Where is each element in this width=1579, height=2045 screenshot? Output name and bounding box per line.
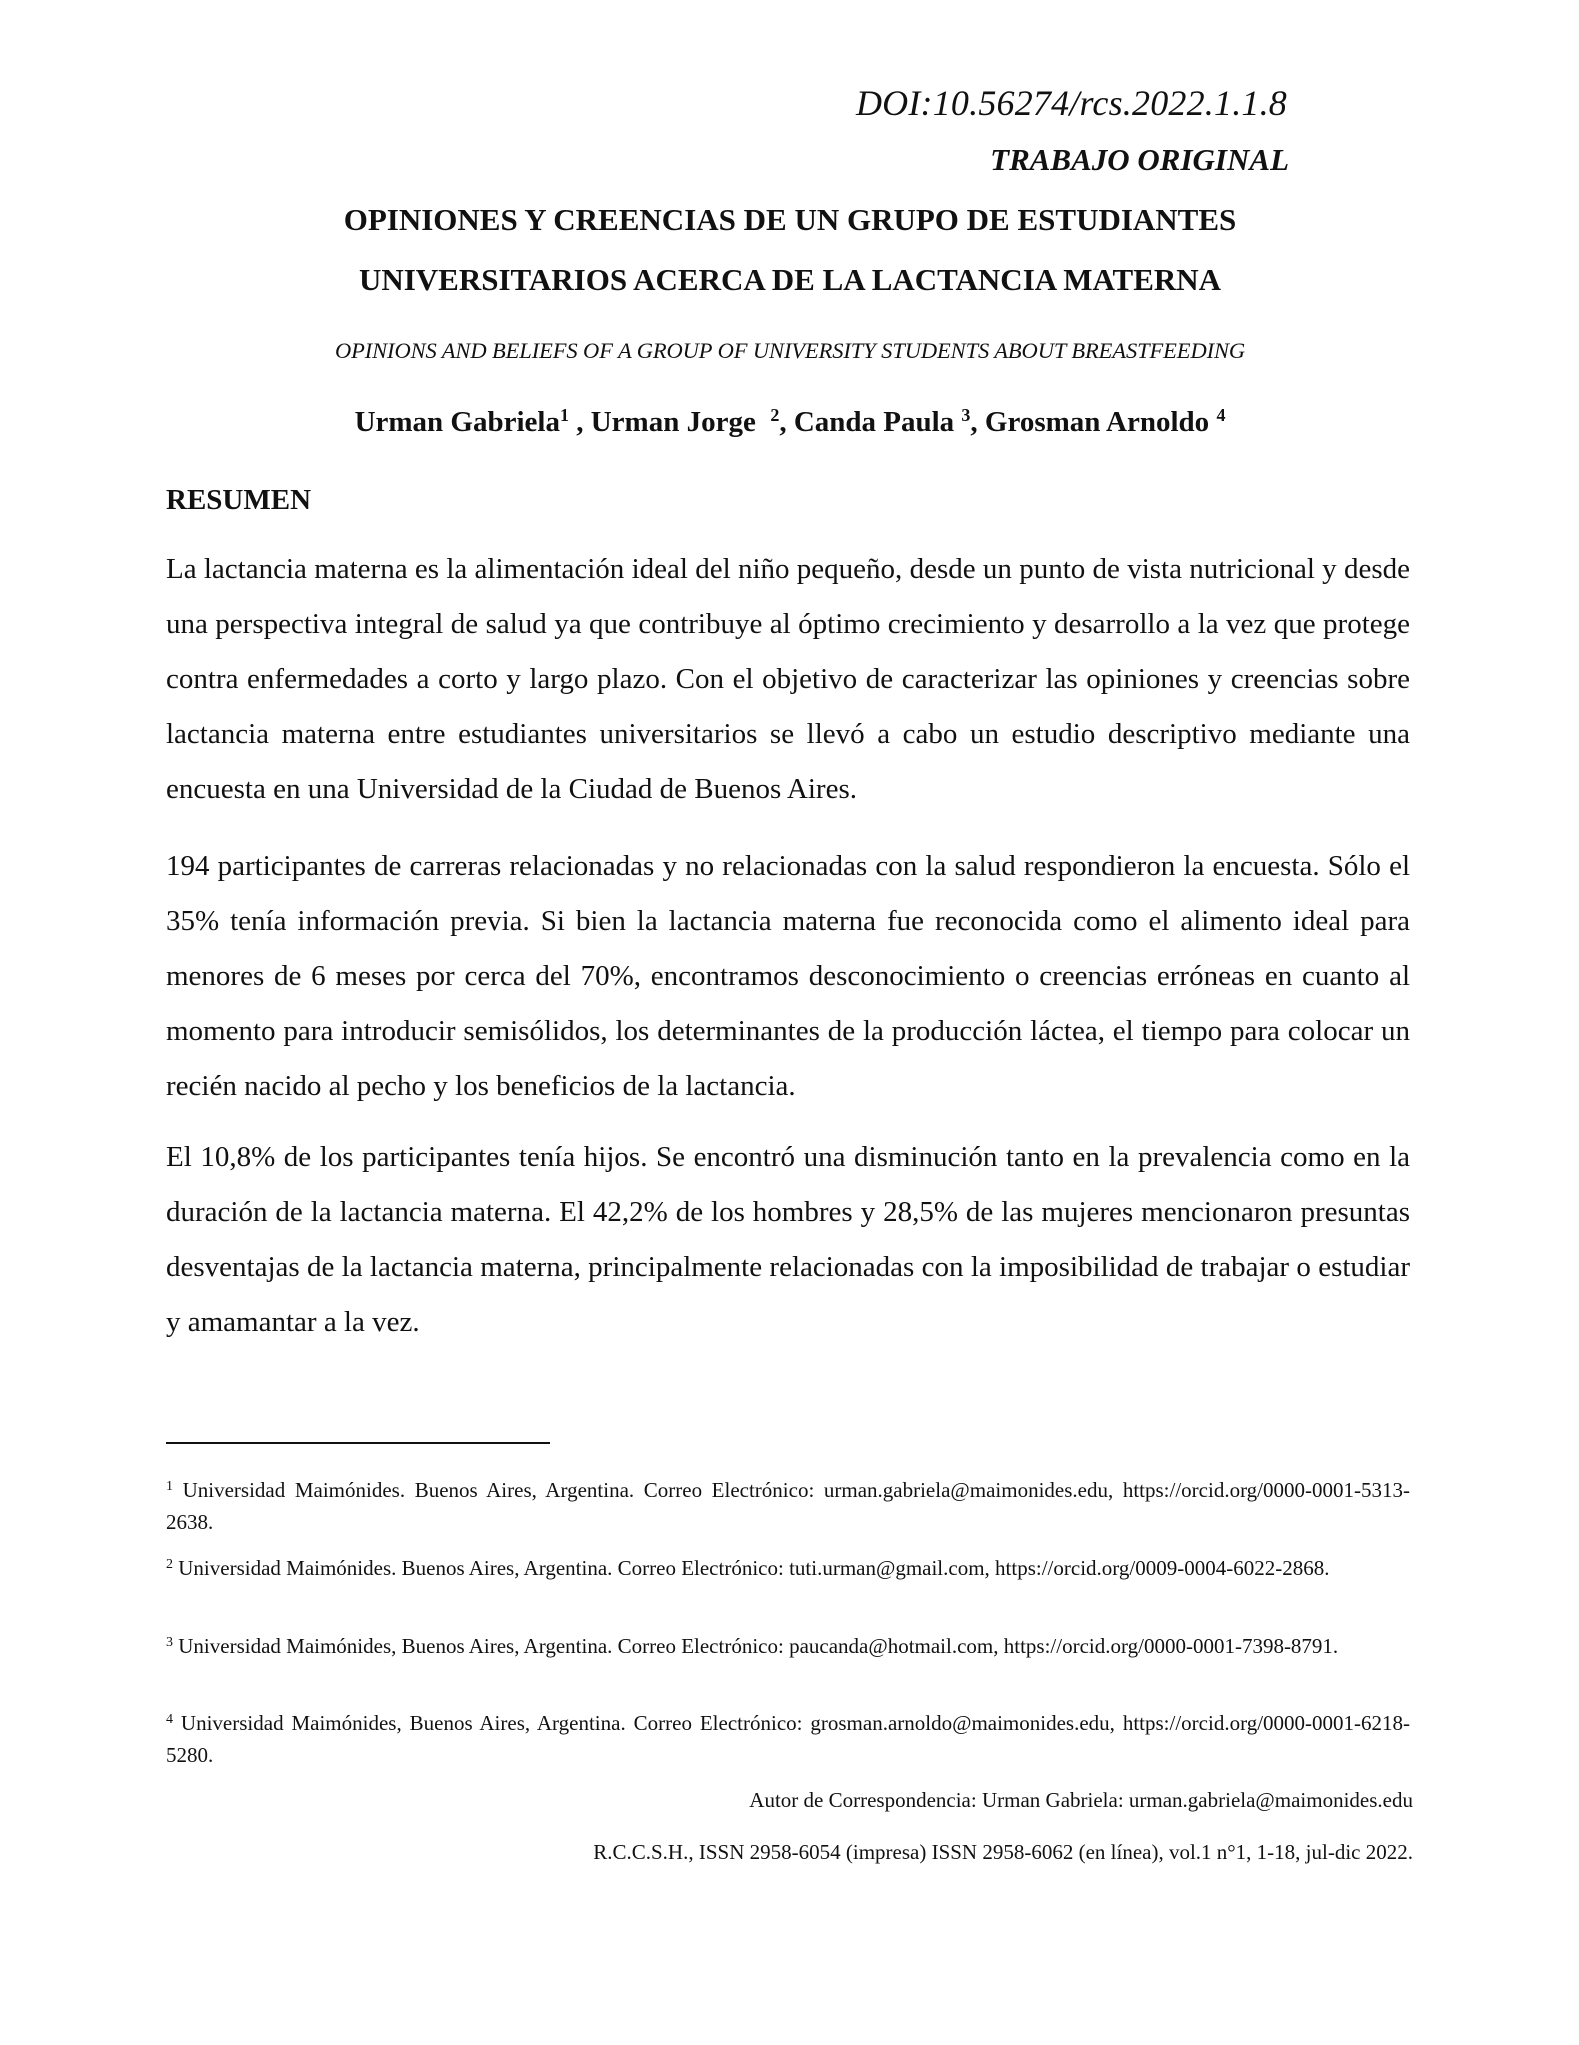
footnote-marker: 2 — [166, 1557, 173, 1572]
author-name: Canda Paula — [793, 406, 955, 438]
footnote-marker: 1 — [166, 1479, 173, 1494]
footnote-divider — [166, 1442, 550, 1444]
footnote-text: Universidad Maimónides, Buenos Aires, Argentina. Correo Electrónico: grosman.arnoldo@maimonides.edu, https://orcid.org/0000-0001-6218-5280. — [166, 1711, 1411, 1767]
author-separator: , — [568, 406, 591, 438]
footnote-text: Universidad Maimónides, Buenos Aires, Argentina. Correo Electrónico: paucanda@hotmail.com, https://orcid.org/0000-0001-7398-8791. — [178, 1634, 1339, 1658]
author-affiliation-marker: 2 — [770, 405, 780, 425]
footnote-text: Universidad Maimónides. Buenos Aires, Argentina. Correo Electrónico: tuti.urman@gmail.com, https://orcid.org/0009-0004-6022-2868. — [178, 1556, 1330, 1580]
footnote-4 — [166, 1707, 1410, 1771]
doi-identifier: DOI:10.56274/rcs.2022.1.1.8 — [855, 83, 1287, 123]
journal-citation: R.C.C.S.H., ISSN 2958-6054 (impresa) ISSN 2958-6062 (en línea), vol.1 n°1, 1-18, jul-dic 2022. — [593, 1840, 1413, 1864]
author-name: Urman Jorge — [590, 406, 756, 438]
footnote-text: Universidad Maimónides. Buenos Aires, Argentina. Correo Electrónico: urman.gabriela@maimonides.edu, https://orcid.org/0000-0001-5313-2638. — [166, 1478, 1410, 1534]
footnote-3 — [166, 1630, 1410, 1662]
footnote-1 — [166, 1474, 1410, 1538]
author-separator: , — [779, 406, 794, 438]
abstract-heading: RESUMEN — [166, 484, 312, 516]
footnote-2 — [166, 1552, 1410, 1584]
footnote-marker: 3 — [166, 1635, 173, 1650]
author-list — [166, 406, 1414, 439]
author-separator: , — [970, 406, 985, 438]
english-title: OPINIONS AND BELIEFS OF A GROUP OF UNIVERSITY STUDENTS ABOUT BREASTFEEDING — [334, 338, 1246, 363]
abstract-paragraph-3: El 10,8% de los participantes tenía hijos. Se encontró una disminución tanto en la prevalencia como en la duración de la lactancia materna. El 42,2% de los hombres y 28,5% de las mujeres mencionaron presuntas desventajas de la lactancia materna, principalmente relacionadas con la imposibilidad de trabajar o estudiar y amamantar a la vez. — [166, 1141, 1410, 1338]
paper-title — [166, 190, 1414, 310]
author-affiliation-marker: 1 — [559, 405, 569, 425]
title-line-1: OPINIONES Y CREENCIAS DE UN GRUPO DE ESTUDIANTES — [343, 202, 1237, 237]
footnote-marker: 4 — [166, 1712, 173, 1727]
title-line-2: UNIVERSITARIOS ACERCA DE LA LACTANCIA MATERNA — [358, 262, 1222, 297]
abstract-paragraph-1: La lactancia materna es la alimentación ideal del niño pequeño, desde un punto de vista nutricional y desde una perspectiva integral de salud ya que contribuye al óptimo crecimiento y desarrollo a la vez que protege contra enfermedades a corto y largo plazo. Con el objetivo de caracterizar las opiniones y creencias sobre lactancia materna entre estudiantes universitarios se llevó a cabo un estudio descriptivo mediante una encuesta en una Universidad de la Ciudad de Buenos Aires. — [166, 553, 1410, 805]
author-affiliation-marker: 3 — [961, 405, 971, 425]
corresponding-author: Autor de Correspondencia: Urman Gabriela: urman.gabriela@maimonides.edu — [749, 1788, 1413, 1812]
article-type-label: TRABAJO ORIGINAL — [990, 142, 1289, 177]
abstract-paragraph-2: 194 participantes de carreras relacionadas y no relacionadas con la salud respondieron la encuesta. Sólo el 35% tenía información previa. Si bien la lactancia materna fue reconocida como el alimento ideal para menores de 6 meses por cerca del 70%, encontramos desconocimiento o creencias erróneas en cuanto al momento para introducir semisólidos, los determinantes de la producción láctea, el tiempo para colocar un recién nacido al pecho y los beneficios de la lactancia. — [166, 850, 1410, 1102]
author-name: Urman Gabriela — [354, 406, 560, 438]
author-affiliation-marker: 4 — [1216, 405, 1226, 425]
author-name: Grosman Arnoldo — [984, 406, 1210, 438]
